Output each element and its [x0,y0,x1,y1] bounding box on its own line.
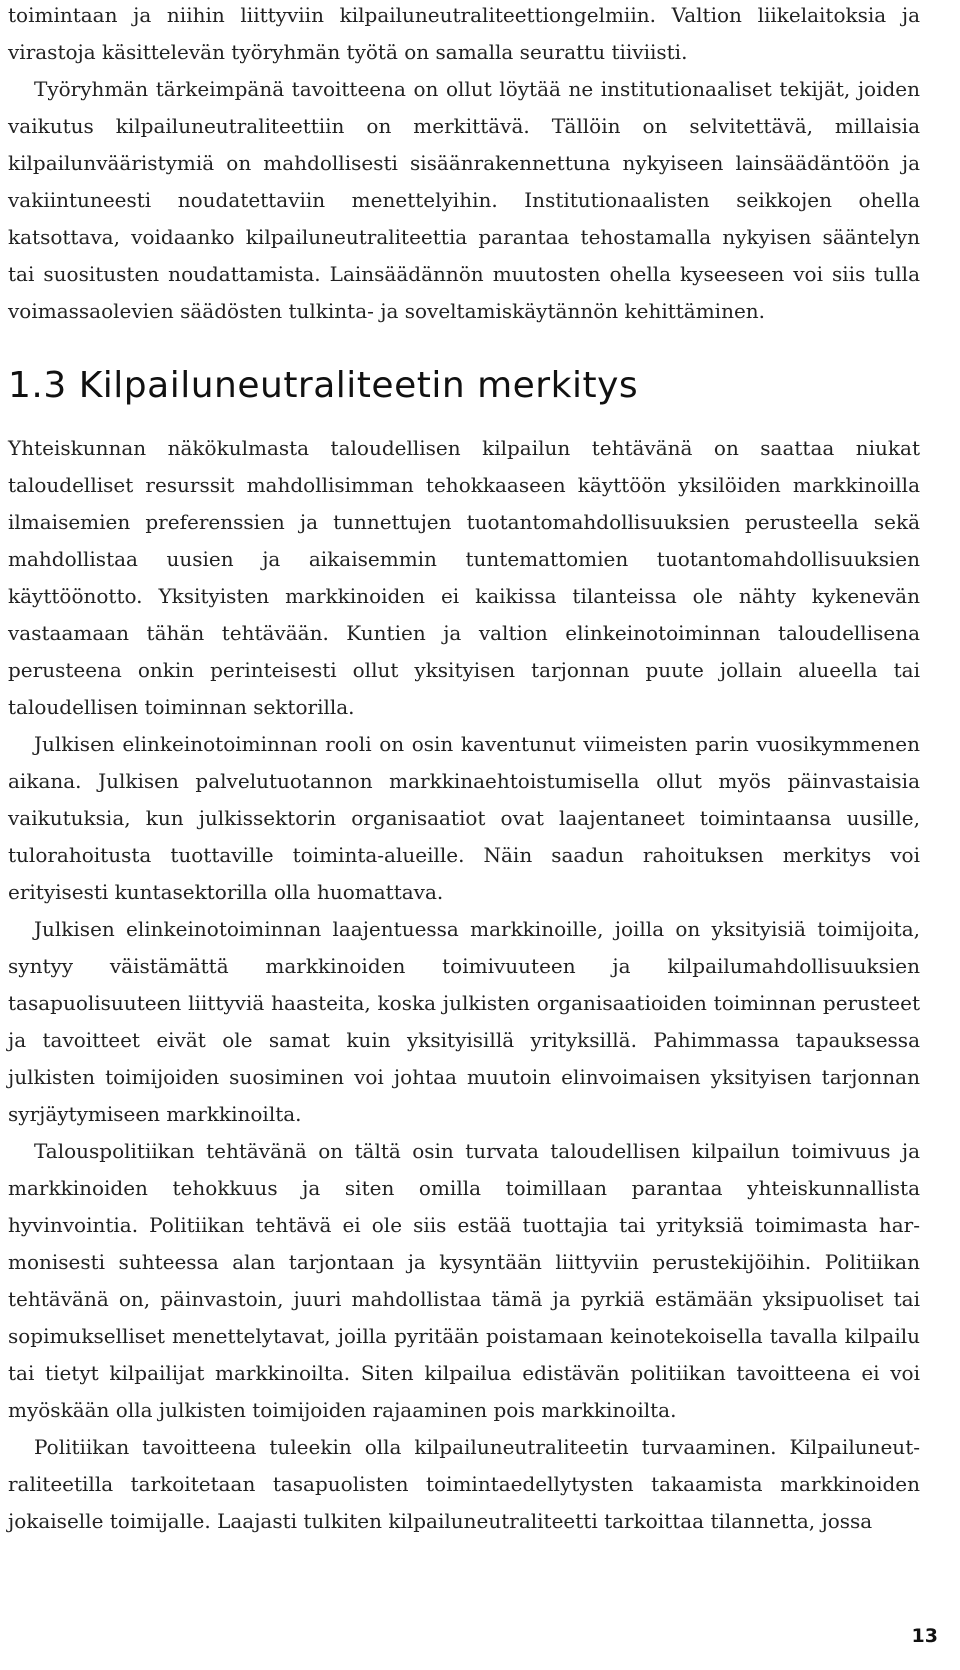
section-text [8,430,920,1540]
section-paragraph-1: Yhteiskunnan näkökulmasta taloudellisen kilpailun tehtävänä on saattaa niukat taloudelliset resurssit mahdollisimman tehokkaaseen käyttöön yksilöiden markkinoilla ilmaisemien preferenssien ja tunnettujen tuotantomahdollisuuksien perusteella sekä mahdollistaa uusien ja aikaisemmin tuntemattomien tuotantomahdollisuuksien käyttöönotto. Yksityisten markkinoiden ei kaikissa tilanteissa ole nähty kykenevän vastaamaan tähän tehtävään. Kuntien ja valtion elinkeinotoiminnan taloudellisena perusteena onkin perinteisesti ollut yksityisen tarjonnan puute jollain alueella tai taloudellisen toiminnan sektorilla. [8,436,920,719]
section-paragraph-2: Julkisen elinkeinotoiminnan rooli on osin kaventunut viimeisten parin vuosikymmenen aikana. Julkisen palvelutuotannon markkinaehtoistumisella ollut myös päinvastaisia vaikutuksia, kun julkissektorin organisaatiot ovat laajentaneet toimintaansa uusille, tulorahoitusta tuottaville toiminta-alueille. Näin saadun rahoituksen merkitys voi erityisesti kuntasektorilla olla huomattava. [8,732,920,904]
page-number: 13 [911,1625,938,1647]
section-paragraph-5: Politiikan tavoitteena tuleekin olla kilpailuneutraliteetin turvaaminen. Kilpailuneutraliteetilla tarkoitetaan tasapuolisten toimintaedellytysten takaamista markkinoiden jokaiselle toimijalle. Laajasti tulkiten kilpailuneutraliteetti tarkoittaa tilannetta, jossa [8,1435,920,1533]
intro-text [8,0,920,330]
intro-paragraph-2: Työryhmän tärkeimpänä tavoitteena on ollut löytää ne institutionaaliset tekijät, joiden vaikutus kilpailuneutraliteettiin on merkittävä. Tällöin on selvitettävä, millaisia kilpailunvääristymiä on mahdollisesti sisäänrakennettuna nykyiseen lainsäädäntöön ja vakiintuneesti noudatettaviin menettelyihin. Institutionaalisten seikkojen ohella katsottava, voidaanko kilpailuneutraliteettia parantaa tehostamalla nykyisen sääntelyn tai suositusten noudattamista. Lainsäädännön muutosten ohella kyseeseen voi siis tulla voimassaolevien säädösten tulkinta- ja soveltamiskäytännön kehittäminen. [8,77,920,323]
section-paragraph-4: Talouspolitiikan tehtävänä on tältä osin turvata taloudellisen kilpailun toimivuus ja markkinoiden tehokkuus ja siten omilla toimillaan parantaa yhteiskunnallista hyvinvointia. Politiikan tehtävä ei ole siis estää tuottajia tai yrityksiä toimimasta harmonisesti suhteessa alan tarjontaan ja kysyntään liittyviin perustekijöihin. Politiikan tehtävänä on, päinvastoin, juuri mahdollistaa tämä ja pyrkiä estämään yksipuoliset tai sopimukselliset menettelytavat, joilla pyritään poistamaan keinotekoisella tavalla kilpailu tai tietyt kilpailijat markkinoilta. Siten kilpailua edistävän politiikan tavoitteena ei voi myöskään olla julkisten toimijoiden rajaaminen pois markkinoilta. [8,1139,920,1422]
section-heading: 1.3 Kilpailuneutraliteetin merkitys [8,365,639,406]
intro-paragraph-1: toimintaan ja niihin liittyviin kilpailuneutraliteettiongelmiin. Valtion liikelaitoksia ja virastoja käsittelevän työryhmän työtä on samalla seurattu tiiviisti. [8,3,920,64]
section-paragraph-3: Julkisen elinkeinotoiminnan laajentuessa markkinoille, joilla on yksityisiä toimijoita, syntyy väistämättä markkinoiden toimivuuteen ja kilpailumahdollisuuksien tasapuolisuuteen liittyviä haasteita, koska julkisten organisaatioiden toiminnan perusteet ja tavoitteet eivät ole samat kuin yksityisillä yrityksillä. Pahimmassa tapauksessa julkisten toimijoiden suosiminen voi johtaa muutoin elinvoimaisen yksityisen tarjonnan syrjäytymiseen markkinoilta. [8,917,920,1126]
